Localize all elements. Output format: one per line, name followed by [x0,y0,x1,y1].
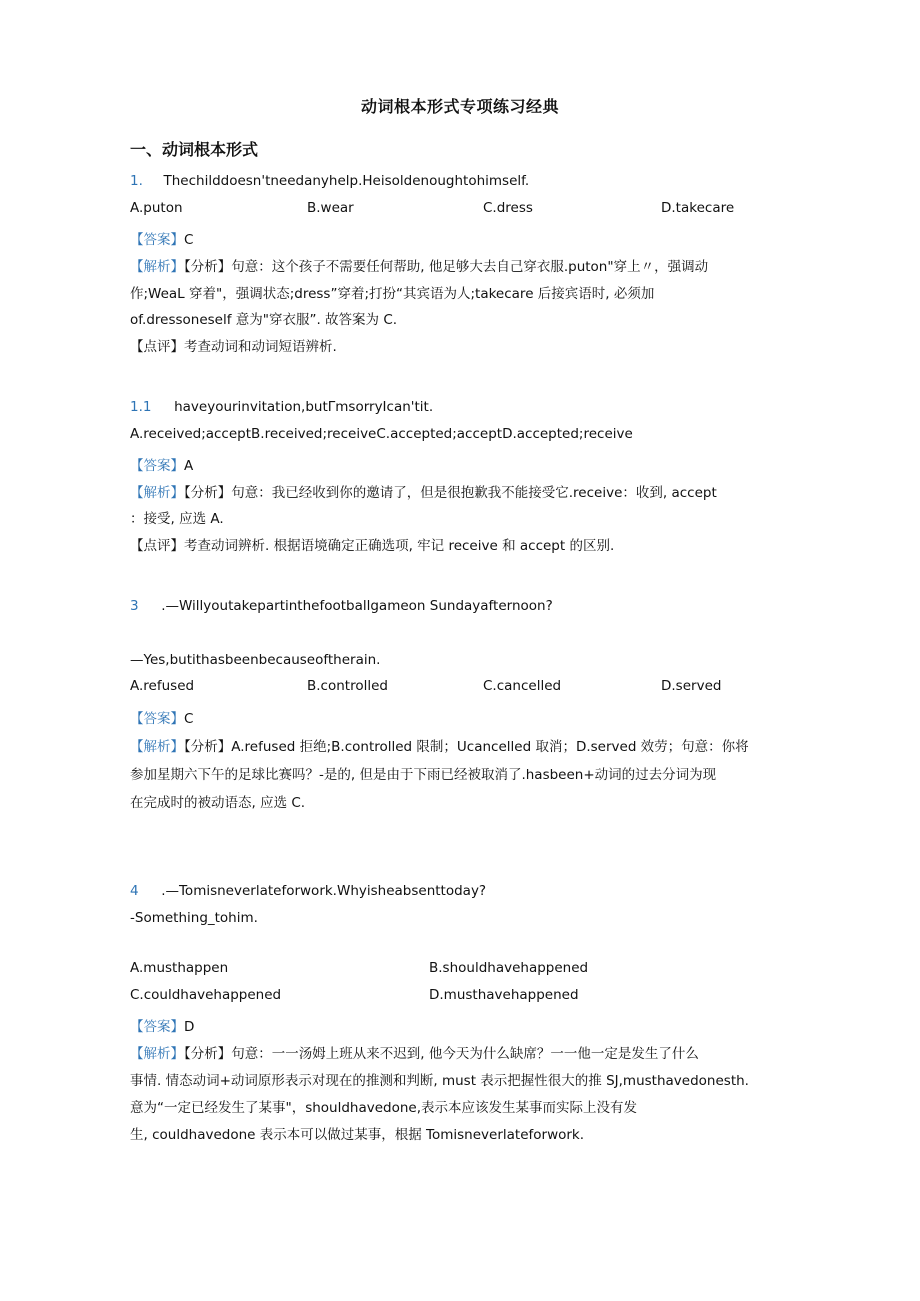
analysis-tag: 【解析】 [130,485,184,501]
answer-tag: 【答案】 [130,232,184,248]
answer-value: C [184,711,194,727]
review-text: 考查动词和动词短语辨析. [184,339,337,355]
review-line [130,536,614,556]
options-line: A.received;acceptB.received;receiveC.accepted;acceptD.accepted;receive [130,426,633,442]
analysis-line-3: 在完成时的被动语态, 应选 C. [130,795,306,811]
question-text: Thechilddoesn'tneedanyhelp.Heisoldenoughtohimself. [163,173,530,189]
answer-tag: 【答案】 [130,1019,184,1035]
option-a: A.musthappen [130,960,229,976]
reply-text: -Something_tohim. [130,910,258,926]
analysis-tag: 【解析】 [130,1046,184,1062]
page-title: 动词根本形式专项练习经典 [360,97,559,116]
analysis-line-3: 意为“一定已经发生了某事"，shouldhavedone,表示本应该发生某事而实际上没有发 [130,1100,638,1116]
question-number: 3 [130,598,139,614]
review-line [130,337,337,357]
analysis-text: 【分析】A.refused 拒绝;B.controlled 限制；Ucancelled 取消；D.served 效劳；句意：你将 [184,739,749,755]
option-a: A.refused [130,678,195,694]
answer-line [130,456,193,476]
analysis-line-2: 事情. 情态动词+动词原形表示对现在的推测和判断, must 表示把握性很大的推 SJ,musthavedonesth. [130,1073,749,1089]
question-number: 1.1 [130,399,152,415]
question-4 [130,881,486,901]
question-3 [130,596,553,616]
analysis-tag: 【解析】 [130,739,184,755]
analysis-line-2: ：接受, 应选 A. [130,511,224,527]
option-c: C.dress [483,200,533,216]
option-d: D.served [661,678,722,694]
question-text: .—Willyoutakepartinthefootballgameon Sundayafternoon? [161,598,553,614]
answer-value: D [184,1019,195,1035]
analysis-text: 【分析】句意：我已经收到你的邀请了，但是很抱歉我不能接受它.receive：收到, accept [184,485,717,501]
analysis-line-4: 生, couldhavedone 表示本可以做过某事，根据 Tomisneverlateforwork. [130,1127,585,1143]
option-c: C.cancelled [483,678,562,694]
question-1 [130,171,529,191]
answer-line [130,709,193,729]
analysis-line-2: 参加星期六下午的足球比赛吗？-是的, 但是由于下雨已经被取消了.hasbeen+动词的过去分词为现 [130,767,717,783]
answer-line [130,1017,194,1037]
answer-value: A [184,458,194,474]
question-text: haveyourinvitation,butΓmsorryIcan'tit. [174,399,434,415]
option-b: B.wear [307,200,354,216]
section-heading: 一、动词根本形式 [130,140,259,159]
option-b: B.shouldhavehappened [429,960,589,976]
option-d: D.musthavehappened [429,987,579,1003]
reply-text: —Yes,butithasbeenbecauseoftherain. [130,652,381,668]
analysis-line-1 [130,483,717,503]
option-a: A.puton [130,200,183,216]
option-d: D.takecare [661,200,735,216]
answer-value: C [184,232,194,248]
review-tag: 【点评】 [130,339,184,355]
answer-tag: 【答案】 [130,458,184,474]
analysis-text: 【分析】句意：一一汤姆上班从来不迟到, 他今天为什么缺席？一一他一定是发生了什么 [184,1046,699,1062]
question-2 [130,397,433,417]
review-tag: 【点评】 [130,538,184,554]
analysis-tag: 【解析】 [130,259,184,275]
answer-line [130,230,193,250]
analysis-line-1 [130,257,708,277]
analysis-line-1 [130,1044,699,1064]
analysis-line-1 [130,737,749,757]
question-number: 1. [130,173,143,189]
analysis-line-3: of.dressoneself 意为"穿衣服”. 故答案为 C. [130,312,398,328]
option-c: C.couldhavehappened [130,987,282,1003]
review-text: 考查动词辨析. 根据语境确定正确选项, 牢记 receive 和 accept 的区别. [184,538,615,554]
option-b: B.controlled [307,678,388,694]
question-number: 4 [130,883,139,899]
analysis-line-2: 作;WeaL 穿着"，强调状态;dress”穿着;打扮“其宾语为人;takecare 后接宾语时, 必须加 [130,286,655,302]
analysis-text: 【分析】句意：这个孩子不需要任何帮助, 他足够大去自己穿衣服.puton"穿上〃，强调动 [184,259,709,275]
question-text: .—Tomisneverlateforwork.Whyisheabsenttoday? [161,883,487,899]
answer-tag: 【答案】 [130,711,184,727]
